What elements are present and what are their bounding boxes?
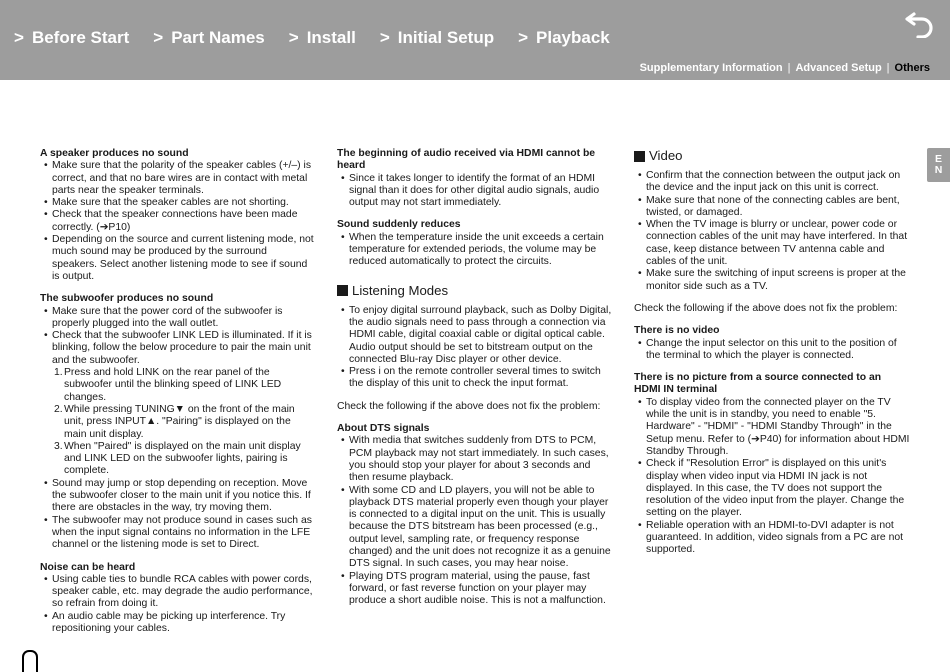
list-item: • Depending on the source and current listening mode, not much sound may be produced by the surround speakers. Select another listening mode to see if sound is output. bbox=[40, 234, 314, 283]
subnav-separator: | bbox=[787, 62, 791, 74]
list-item: • When the temperature inside the unit exceeds a certain temperature for extended periods, the volume may be reduced automatically to protect the circuits. bbox=[337, 232, 613, 269]
numbered-steps bbox=[40, 367, 314, 478]
section-square-icon bbox=[337, 285, 348, 296]
nav-label: Before Start bbox=[31, 28, 130, 47]
check-following-text: Check the following if the above does not fix the problem: bbox=[634, 302, 898, 314]
subnav-supplementary-information[interactable]: Supplementary Information bbox=[639, 62, 783, 74]
bullet-list bbox=[337, 305, 613, 391]
check-following-text: Check the following if the above does not fix the problem: bbox=[337, 400, 601, 412]
step-number: 1. bbox=[54, 367, 63, 379]
heading-noise: Noise can be heard bbox=[40, 561, 136, 573]
header-bar bbox=[0, 0, 950, 80]
list-item: • Check if "Resolution Error" is displayed on this unit's display when video input via HDMI IN jack is not displayed. In this case, the TV does not support the resolution of the video input from the player. Change the setting on the player. bbox=[634, 458, 910, 519]
page-number-glyph bbox=[22, 650, 38, 672]
nav-label: Playback bbox=[536, 28, 610, 47]
list-item: • Make sure that the speaker cables are not shorting. bbox=[40, 197, 314, 209]
list-item: • When the TV image is blurry or unclear, power code or connection cables of the unit may have interfered. In that case, keep distance between TV antenna cable and cables of the unit. bbox=[634, 219, 910, 268]
nav-install[interactable] bbox=[289, 28, 356, 48]
list-item: • Make sure that none of the connecting cables are bent, twisted, or damaged. bbox=[634, 195, 910, 220]
nav-playback[interactable] bbox=[518, 28, 610, 48]
section-listening-modes bbox=[337, 283, 613, 299]
list-item: • The subwoofer may not produce sound in cases such as when the input signal contains no information in the LFE channel or the listening mode is set to Direct. bbox=[40, 515, 314, 552]
nav-label: Part Names bbox=[171, 28, 265, 47]
list-item: • Make sure that the polarity of the speaker cables (+/–) is correct, and that no bare wires are in contact with metal parts near the speaker terminals. bbox=[40, 160, 314, 197]
bullet-list bbox=[40, 306, 314, 367]
subnav-others[interactable]: Others bbox=[894, 62, 930, 74]
list-item: • Since it takes longer to identify the format of an HDMI signal than it does for other digital audio signals, audio output may not start immediately. bbox=[337, 173, 613, 210]
subnav-advanced-setup[interactable]: Advanced Setup bbox=[795, 62, 882, 74]
step-text: Press and hold LINK on the rear panel of the subwoofer until the blinking speed of LINK LED changes. bbox=[64, 367, 282, 403]
step-item bbox=[40, 404, 314, 441]
list-item: • Make sure the switching of input screens is proper at the monitor side such as a TV. bbox=[634, 268, 910, 293]
list-item: • To display video from the connected player on the TV while the unit is in standby, you need to enable "5. Hardware" - "HDMI" - "HDMI Standby Through" in the Setup menu. Refer to (➔P40) for information about HDMI Standby Through. bbox=[634, 397, 910, 458]
list-item: • Make sure that the power cord of the subwoofer is properly plugged into the wall outlet. bbox=[40, 306, 314, 331]
sub-nav bbox=[640, 62, 930, 74]
list-item: • Change the input selector on this unit to the position of the terminal to which the player is connected. bbox=[634, 338, 910, 363]
heading-subwoofer-no-sound: The subwoofer produces no sound bbox=[40, 293, 214, 305]
step-item bbox=[40, 441, 314, 478]
nav-label: Initial Setup bbox=[397, 28, 495, 47]
column-2 bbox=[337, 148, 613, 608]
nav-caret: > bbox=[14, 28, 24, 47]
nav-caret: > bbox=[518, 28, 529, 47]
heading-no-picture-hdmi: There is no picture from a source connected to an HDMI IN terminal bbox=[634, 372, 882, 396]
step-number: 3. bbox=[54, 440, 63, 452]
bullet-list bbox=[40, 478, 314, 552]
step-text: When "Paired" is displayed on the main unit display and LINK LED on the subwoofer lights, pairing is complete. bbox=[64, 440, 301, 477]
bullet-list bbox=[337, 435, 613, 607]
step-item bbox=[40, 367, 314, 404]
list-item: • To enjoy digital surround playback, such as Dolby Digital, the audio signals need to pass through a connection via HDMI cable, digital coaxial cable or digital optical cable. Audio output should be set to bitstream output on the connected Blu-ray Disc player or other device. bbox=[337, 305, 613, 366]
section-video bbox=[634, 148, 910, 164]
top-nav bbox=[14, 28, 634, 48]
back-arrow-icon[interactable] bbox=[904, 8, 938, 38]
nav-part-names[interactable] bbox=[153, 28, 265, 48]
list-item: • Reliable operation with an HDMI-to-DVI adapter is not guaranteed. In addition, video signals from a PC are not supported. bbox=[634, 520, 910, 557]
bullet-list bbox=[40, 160, 314, 283]
bullet-list bbox=[40, 574, 314, 635]
section-square-icon bbox=[634, 151, 645, 162]
list-item: • Confirm that the connection between the output jack on the device and the input jack on this unit is correct. bbox=[634, 170, 910, 195]
list-item: • Sound may jump or stop depending on reception. Move the subwoofer closer to the main unit if you notice this. If there are obstacles in the way, try moving them. bbox=[40, 478, 314, 515]
bullet-list bbox=[634, 338, 910, 363]
bullet-list bbox=[634, 397, 910, 557]
nav-initial-setup[interactable] bbox=[380, 28, 494, 48]
section-title: Listening Modes bbox=[352, 282, 449, 298]
heading-dts-signals: About DTS signals bbox=[337, 423, 430, 435]
column-3 bbox=[634, 148, 910, 557]
nav-label: Install bbox=[306, 28, 356, 47]
language-letter: E bbox=[934, 153, 942, 165]
subnav-separator: | bbox=[886, 62, 890, 74]
nav-caret: > bbox=[379, 28, 390, 47]
list-item: • Using cable ties to bundle RCA cables with power cords, speaker cable, etc. may degrade the audio performance, so refrain from doing it. bbox=[40, 574, 314, 611]
nav-caret: > bbox=[153, 28, 164, 47]
list-item: • With media that switches suddenly from DTS to PCM, PCM playback may not start immediately. In such cases, you should stop your player for about 3 seconds and then resume playback. bbox=[337, 435, 613, 484]
heading-no-video: There is no video bbox=[634, 325, 720, 337]
list-item: • With some CD and LD players, you will not be able to playback DTS material properly even though your player is connected to a digital input on the unit. This is usually because the DTS bitstream has been processed (e.g., output level, sampling rate, or frequency response changed) and the unit does not recognize it as a genuine DTS signal. In such cases, you may hear noise. bbox=[337, 485, 613, 571]
column-1 bbox=[40, 148, 314, 635]
list-item: • Check that the subwoofer LINK LED is illuminated. If it is blinking, follow the below procedure to pair the main unit and the subwoofer. bbox=[40, 330, 314, 367]
language-letter: N bbox=[934, 164, 943, 176]
heading-sound-reduces: Sound suddenly reduces bbox=[337, 219, 461, 231]
heading-speaker-no-sound: A speaker produces no sound bbox=[40, 148, 189, 159]
bullet-list bbox=[337, 232, 613, 269]
bullet-list bbox=[337, 173, 613, 210]
heading-hdmi-audio-beginning: The beginning of audio received via HDMI cannot be heard bbox=[337, 148, 596, 172]
list-item: • Check that the speaker connections have been made correctly. (➔P10) bbox=[40, 209, 314, 234]
list-item: • Playing DTS program material, using the pause, fast forward, or fast reverse function on your player may produce a short audible noise. This is not a malfunction. bbox=[337, 571, 613, 608]
list-item: • An audio cable may be picking up interference. Try repositioning your cables. bbox=[40, 611, 314, 636]
step-number: 2. bbox=[54, 403, 63, 415]
section-title: Video bbox=[649, 148, 683, 163]
list-item: • Press i on the remote controller several times to switch the display of this unit to check the input format. bbox=[337, 366, 613, 391]
bullet-list bbox=[634, 170, 910, 293]
language-tab-en bbox=[927, 148, 950, 182]
nav-before-start[interactable] bbox=[14, 28, 129, 48]
step-text: While pressing TUNING▼ on the front of the main unit, press INPUT▲. "Pairing" is displayed on the main unit display. bbox=[64, 403, 295, 440]
nav-caret: > bbox=[288, 28, 299, 47]
